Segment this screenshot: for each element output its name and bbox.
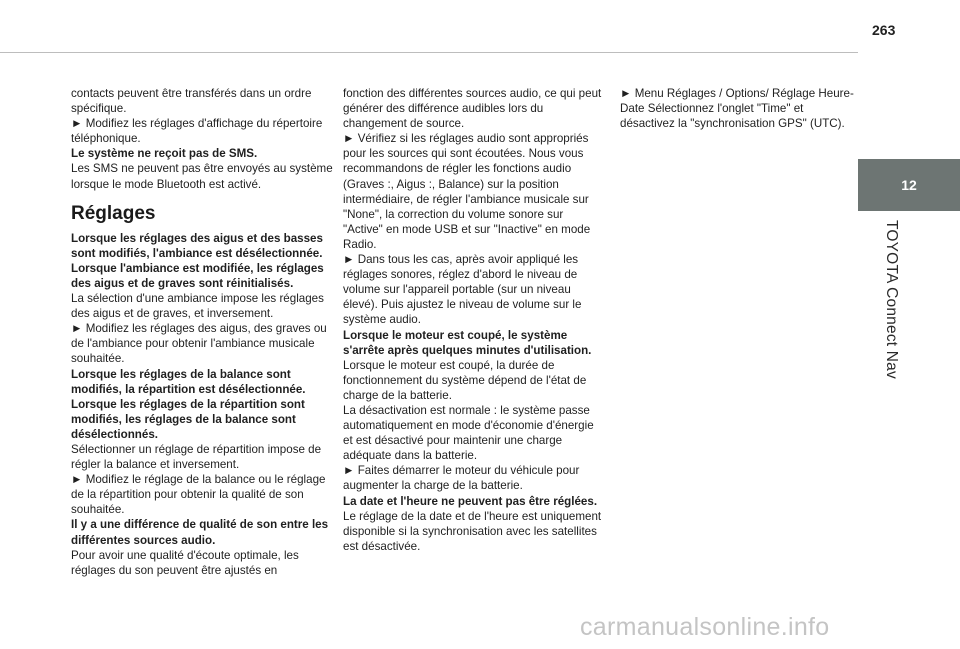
column-1-intro <box>71 86 336 192</box>
bold-paragraph: Lorsque le moteur est coupé, le système s'arrête après quelques minutes d'utilisation. <box>343 328 592 357</box>
paragraph: Sélectionner un réglage de répartition impose de régler la balance et inversement. <box>71 442 322 472</box>
column-2-body <box>343 86 606 554</box>
column-1-settings <box>71 231 336 578</box>
paragraph: ► Modifiez le réglage de la balance ou le réglage de la répartition pour obtenir la qualité de son souhaitée. <box>71 473 326 517</box>
watermark-text: carmanualsonline.info <box>580 613 830 641</box>
page-number: 263 <box>872 22 896 38</box>
paragraph: Les SMS ne peuvent pas être envoyés au système lorsque le mode Bluetooth est activé. <box>71 162 333 191</box>
text-column-3 <box>620 86 858 131</box>
bold-paragraph: Lorsque l'ambiance est modifiée, les réglages des aigus et de graves sont réinitialisés. <box>71 261 324 290</box>
paragraph: Lorsque le moteur est coupé, la durée de fonctionnement du système dépend de l'état de charge de la batterie. <box>343 358 587 402</box>
paragraph: contacts peuvent être transférés dans un ordre spécifique. <box>71 87 312 116</box>
paragraph: ► Faites démarrer le moteur du véhicule pour augmenter la charge de la batterie. <box>343 464 580 493</box>
bold-paragraph: Lorsque les réglages de la répartition sont modifiés, les réglages de la balance sont désélectionnés. <box>71 397 305 441</box>
paragraph: Le réglage de la date et de l'heure est uniquement disponible si la synchronisation avec les satellites est désactivée. <box>343 509 602 553</box>
paragraph: La sélection d'une ambiance impose les réglages des aigus et de graves, et inversement. <box>71 292 324 321</box>
bold-paragraph: Lorsque les réglages des aigus et des basses sont modifiés, l'ambiance est désélectionnée. <box>71 231 323 260</box>
text-column-2 <box>343 86 606 554</box>
chapter-title: TOYOTA Connect Nav <box>883 220 900 379</box>
chapter-number: 12 <box>901 177 917 193</box>
paragraph: ► Modifiez les réglages des aigus, des graves ou de l'ambiance pour obtenir l'ambiance musicale souhaitée. <box>71 322 327 366</box>
paragraph: ► Menu Réglages / Options/ Réglage Heure-Date Sélectionnez l'onglet "Time" et désactivez la "synchronisation GPS" (UTC). <box>620 87 854 131</box>
paragraph: ► Dans tous les cas, après avoir appliqué les réglages sonores, réglez d'abord le niveau de volume sur l'appareil portable (sur un niveau élevé). Puis ajustez le niveau de volume sur le système audio. <box>343 253 582 327</box>
column-3-body <box>620 86 858 131</box>
chapter-tab[interactable] <box>858 159 960 211</box>
paragraph: Pour avoir une qualité d'écoute optimale, les réglages du son peuvent être ajustés en <box>71 548 299 577</box>
bold-paragraph: Lorsque les réglages de la balance sont modifiés, la répartition est désélectionnée. <box>71 367 306 396</box>
text-column-1 <box>71 86 336 578</box>
bold-paragraph: Il y a une différence de qualité de son entre les différentes sources audio. <box>71 518 329 547</box>
header-divider <box>0 52 858 53</box>
paragraph: La désactivation est normale : le système passe automatiquement en mode d'économie d'énergie et est désactivé pour maintenir une charge adéquate dans la batterie. <box>343 403 594 463</box>
paragraph: fonction des différentes sources audio, ce qui peut générer des différence audibles lors du changement de source. <box>343 87 602 131</box>
paragraph: ► Vérifiez si les réglages audio sont appropriés pour les sources qui sont écoutées. Nous vous recommandons de régler les fonctions audio (Graves :, Aigus :, Balance) sur la position intermédiaire, de régler l'ambiance musicale sur "None", la correction du volume sonore sur "Active" en mode USB et sur "Inactive" en mode Radio. <box>343 132 591 251</box>
section-heading: Réglages <box>71 202 156 224</box>
bold-paragraph: La date et l'heure ne peuvent pas être réglées. <box>343 494 598 508</box>
paragraph: ► Modifiez les réglages d'affichage du répertoire téléphonique. <box>71 117 323 146</box>
bold-paragraph: Le système ne reçoit pas de SMS. <box>71 147 258 161</box>
